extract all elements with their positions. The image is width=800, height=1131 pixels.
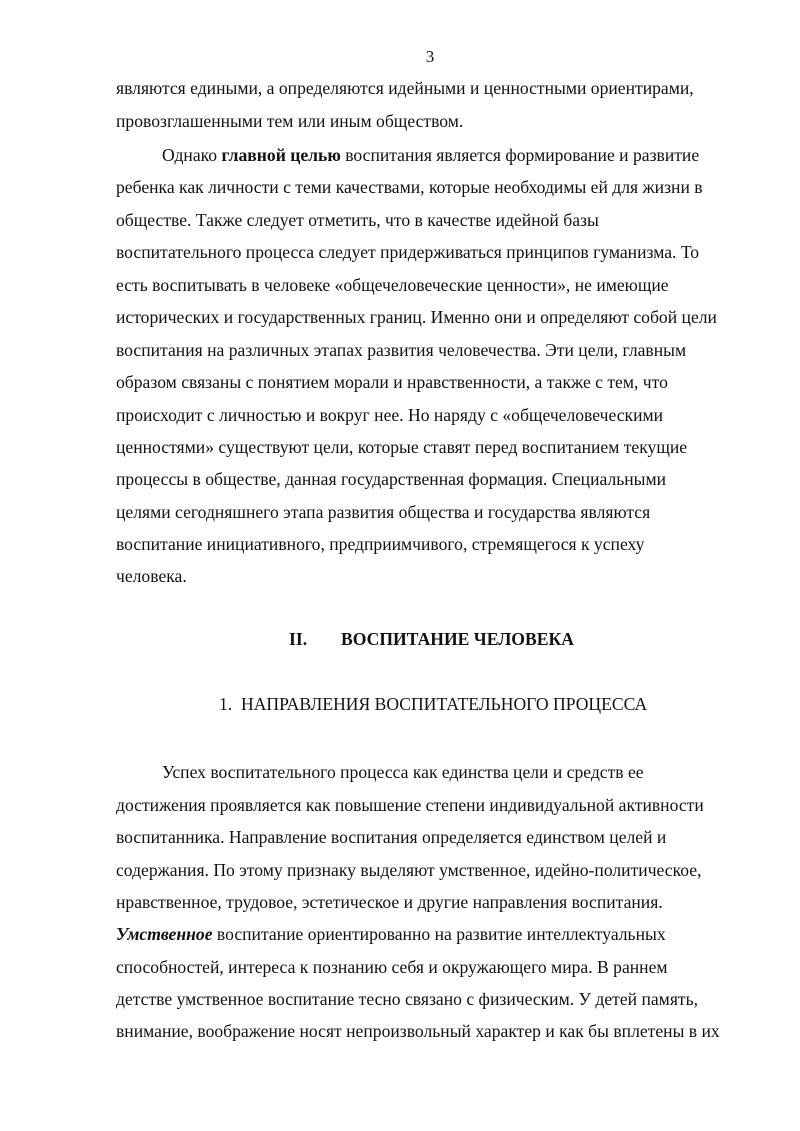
paragraph-line: воспитанника. Направление воспитания определяется единством целей и: [116, 827, 667, 847]
paragraph-line: образом связаны с понятием морали и нравственности, а также с тем, что: [116, 372, 668, 392]
bold-term: главной целью: [221, 145, 341, 165]
paragraph-line: воспитание инициативного, предприимчивого, стремящегося к успеху: [116, 534, 645, 554]
paragraph-line: процессы в обществе, данная государственная формация. Специальными: [116, 469, 667, 489]
paragraph-first-line: [162, 144, 699, 166]
paragraph-line: достижения проявляется как повышение степени индивидуальной активности: [116, 795, 704, 815]
text-run: воспитания является формирование и развитие: [340, 145, 700, 165]
paragraph-line: человека.: [116, 566, 187, 586]
paragraph-line: нравственное, трудовое, эстетическое и другие направления воспитания.: [116, 892, 663, 912]
paragraph-line: ребенка как личности с теми качествами, которые необходимы ей для жизни в: [116, 177, 703, 197]
paragraph-line: воспитательного процесса следует придерживаться принципов гуманизма. То: [116, 242, 700, 262]
sub-heading: [219, 693, 647, 715]
section-title: ВОСПИТАНИЕ ЧЕЛОВЕКА: [341, 629, 574, 649]
paragraph-line: являются едиными, а определяются идейными и ценностными ориентирами,: [116, 78, 694, 98]
text-run: воспитание ориентированно на развитие интеллектуальных: [212, 924, 666, 944]
sub-heading-number: 1.: [219, 694, 233, 714]
paragraph-line: есть воспитывать в человеке «общечеловеческие ценности», не имеющие: [116, 275, 669, 295]
paragraph-line: воспитания на различных этапах развития человечества. Эти цели, главным: [116, 340, 687, 360]
page-number: 3: [425, 47, 435, 66]
paragraph-line: обществе. Также следует отметить, что в качестве идейной базы: [116, 210, 599, 230]
section-number: II.: [289, 629, 308, 649]
paragraph-line: исторических и государственных границ. Именно они и определяют собой цели: [116, 307, 717, 327]
paragraph-line: ценностями» существуют цели, которые ставят перед воспитанием текущие: [116, 437, 688, 457]
paragraph-first-line: Успех воспитательного процесса как единства цели и средств ее: [162, 762, 644, 782]
bold-italic-term: Умственное: [116, 924, 213, 944]
paragraph-line: способностей, интереса к познанию себя и окружающего мира. В раннем: [116, 957, 668, 977]
paragraph-line: провозглашенными тем или иным обществом.: [116, 111, 464, 131]
text-run: Однако: [162, 145, 222, 165]
sub-heading-title: НАПРАВЛЕНИЯ ВОСПИТАТЕЛЬНОГО ПРОЦЕССА: [241, 694, 648, 714]
paragraph-line: происходит с личностью и вокруг нее. Но наряду с «общечеловеческими: [116, 405, 664, 425]
section-heading: [289, 628, 574, 650]
paragraph-line: [116, 923, 666, 945]
paragraph-line: целями сегодняшнего этапа развития общества и государства являются: [116, 502, 651, 522]
paragraph-line: внимание, воображение носят непроизвольный характер и как бы вплетены в их: [116, 1021, 720, 1041]
paragraph-line: содержания. По этому признаку выделяют умственное, идейно-политическое,: [116, 860, 702, 880]
paragraph-line: детстве умственное воспитание тесно связано с физическим. У детей память,: [116, 989, 699, 1009]
